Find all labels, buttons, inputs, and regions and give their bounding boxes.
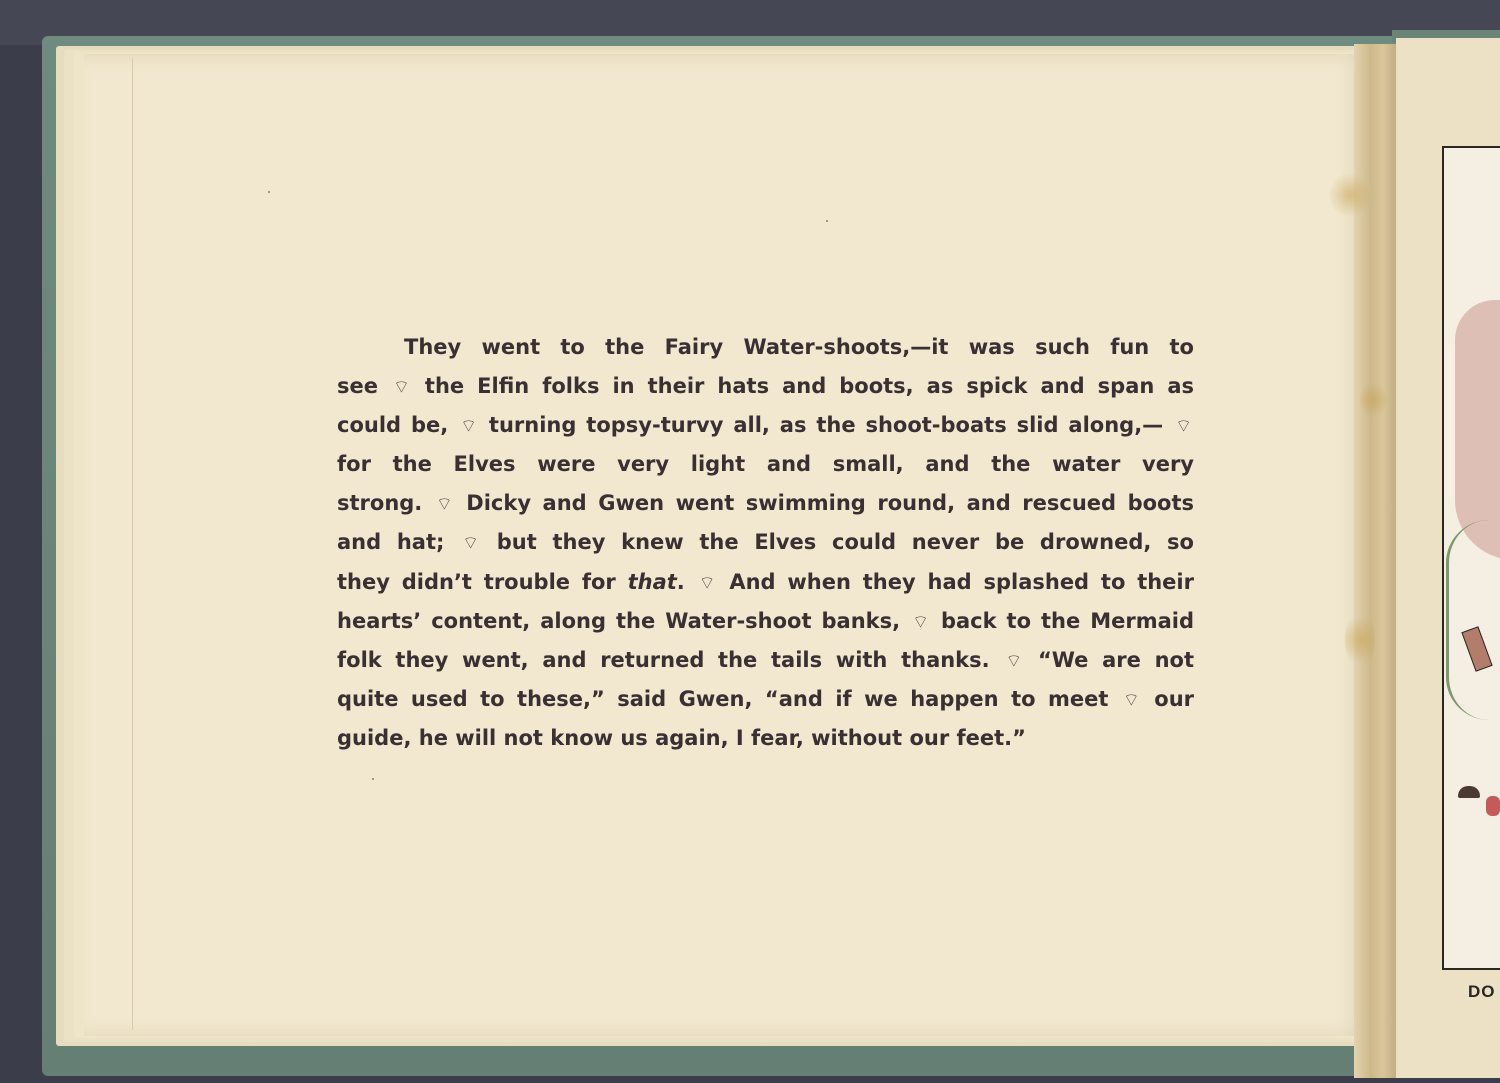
line-text: back to the Mermaid [930,608,1194,633]
paragraph-line [337,367,1194,406]
ornament-icon: ⌔ [1005,650,1023,672]
paragraph-line [337,328,1194,367]
paper-speck [826,220,828,222]
paragraph-line [337,406,1194,445]
line-text: our [1141,686,1194,711]
line-text: hearts’ content, along the Water-shoot banks, [337,608,911,633]
line-text: folk they went, and returned the tails with thanks. [337,647,1004,672]
paper-stain [1330,170,1370,220]
line-text: turning topsy-turvy all, as the shoot-boats slid along,— [479,413,1174,438]
ornament-icon: ⌔ [393,377,410,399]
paragraph-line [337,445,1194,484]
line-text: strong. [337,491,434,516]
paper-speck [372,778,374,780]
ornament-icon: ⌔ [1175,416,1192,438]
line-text: Dicky and Gwen went swimming round, and rescued boots [454,491,1195,516]
paragraph-line [337,563,1194,602]
paragraph-line [337,641,1194,680]
line-text: They went to the Fairy Water-shoots,—it was such fun to [404,335,1194,359]
line-text: see [337,374,391,399]
line-text: for the Elves were very light and small, and the water very [337,452,1194,477]
line-text: and hat; [337,530,461,555]
paragraph-line [337,484,1194,523]
italic-word: that [627,569,677,594]
illustration-wave [1446,520,1489,720]
paragraph-line [337,719,1194,758]
paper-stain [1360,380,1386,420]
ornament-icon: ⌔ [462,533,480,555]
paper-stain [1345,610,1375,670]
story-paragraph [337,328,1194,758]
paragraph-line [337,602,1194,641]
illustration-caption: DO [1468,982,1496,1001]
paragraph-line [337,523,1194,562]
paragraph-line [337,680,1194,719]
paper-speck [268,191,270,193]
line-text: quite used to these,” said Gwen, “and if we happen to meet [337,686,1121,711]
line-text: they didn’t trouble for [337,569,628,594]
ornament-icon: ⌔ [435,494,453,516]
line-text: the Elfin folks in their hats and boots, as spick and span as [411,374,1194,399]
line-text: but they knew the Elves could never be drowned, so [481,530,1194,555]
line-text: could be, [337,413,459,438]
line-text: guide, he will not know us again, I fear, without our feet.” [337,725,1026,750]
ornament-icon: ⌔ [698,572,716,594]
ornament-icon: ⌔ [460,416,478,438]
illustration-fish [1486,796,1500,816]
line-text: And when they had splashed to their [717,569,1194,594]
page-edge-line [132,58,133,1030]
ornament-icon: ⌔ [1122,689,1140,711]
line-text: “We are not [1024,647,1194,672]
line-text: . [676,569,697,594]
illustration-hat [1458,786,1480,798]
ornament-icon: ⌔ [912,611,929,633]
